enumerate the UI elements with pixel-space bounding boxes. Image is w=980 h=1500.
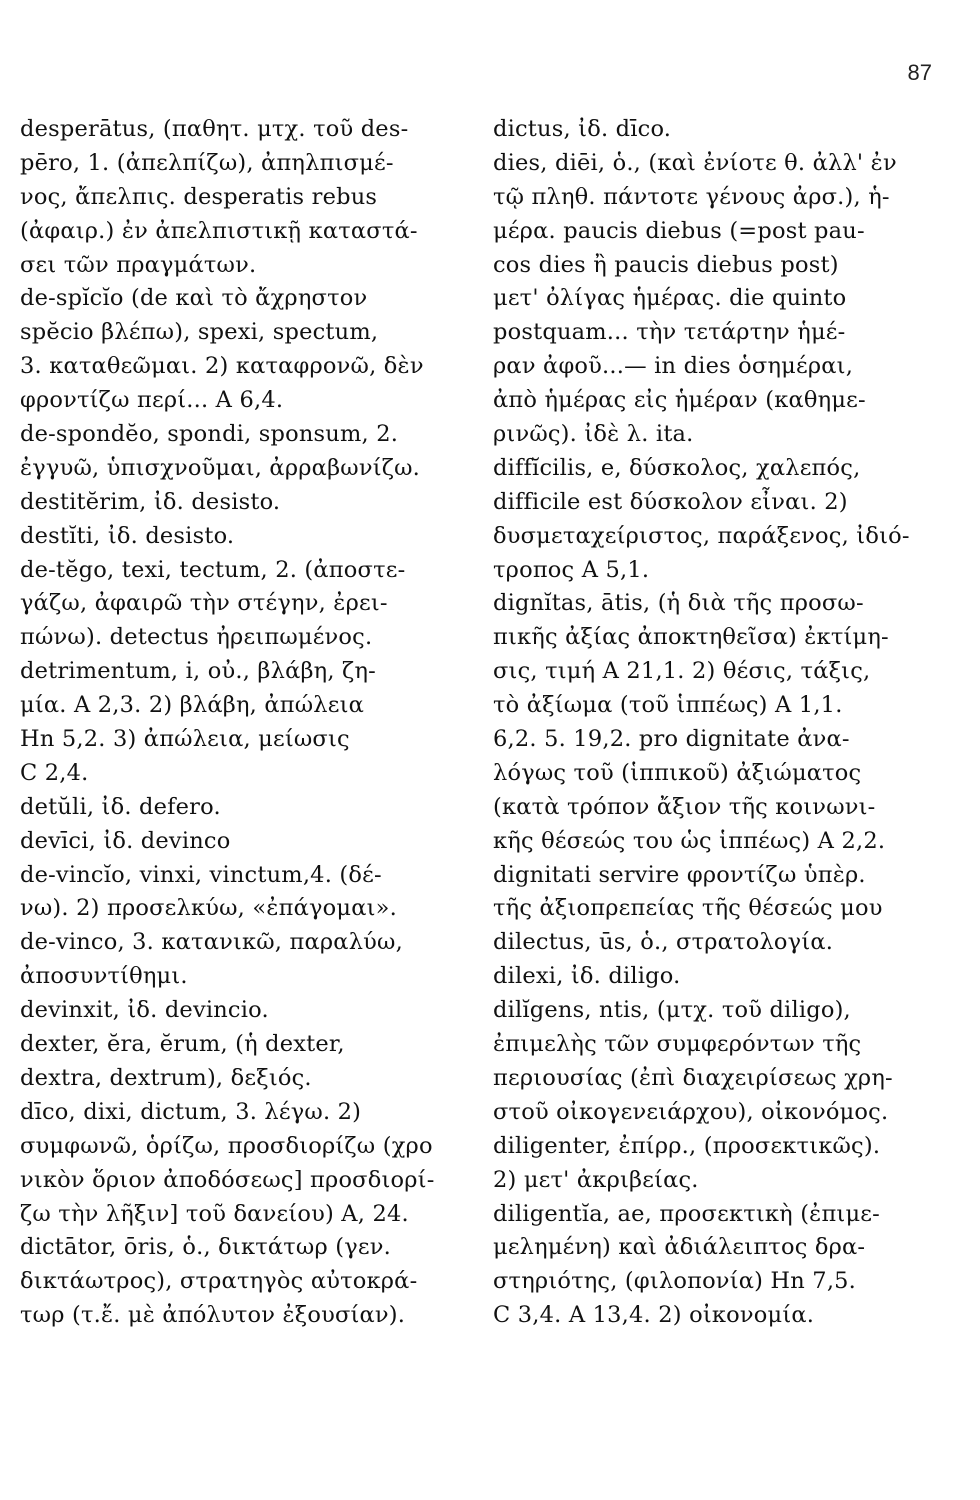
- entry-line: de-vinco, 3. κατανικῶ, παραλύω,: [20, 929, 403, 956]
- entry-line: μετ' ὀλίγας ἡμέρας. die quinto: [493, 285, 847, 312]
- left-column: [20, 113, 465, 1333]
- entry-line: τῷ πληθ. πάντοτε γένους ἀρσ.), ἡ-: [493, 183, 890, 210]
- entry-line: νικὸν ὅριον ἀποδόσεως] προσδιορί-: [20, 1166, 435, 1193]
- entry-line: detrimentum, i, οὐ., βλάβη, ζη-: [20, 658, 376, 685]
- entry-line: σις, τιμή A 21,1. 2) θέσις, τάξις,: [493, 658, 871, 685]
- entry-line: de-vincĭo, vinxi, vinctum,4. (δέ-: [20, 861, 382, 888]
- entry-line: destĭti, ἰδ. desisto.: [20, 522, 235, 549]
- entry-line: νω). 2) προσελκύω, «ἐπάγομαι».: [20, 895, 397, 922]
- entry-line: diligenter, ἐπίρρ., (προσεκτικῶς).: [493, 1132, 881, 1159]
- entry-line: φροντίζω περί... A 6,4.: [20, 387, 284, 414]
- entry-line: devinxit, ἰδ. devincio.: [20, 997, 269, 1024]
- entry-line: spĕcio βλέπω), spexi, spectum,: [20, 319, 379, 346]
- entry-line: dilexi, ἰδ. diligo.: [493, 963, 681, 990]
- entry-line: (ἀφαιρ.) ἐν ἀπελπιστικῇ καταστά-: [20, 217, 418, 244]
- entry-line: destitĕrim, ἰδ. desisto.: [20, 488, 281, 515]
- entry-line: πικῆς ἀξίας ἀποκτηθεῖσα) ἐκτίμη-: [493, 624, 889, 651]
- entry-line: περιουσίας (ἐπὶ διαχειρίσεως χρη-: [493, 1064, 893, 1091]
- entry-line: 2) μετ' ἀκριβείας.: [493, 1166, 699, 1193]
- entry-line: ραν ἀφοῦ...— in dies ὁσημέραι,: [493, 353, 854, 380]
- entry-line: dextra, dextrum), δεξιός.: [20, 1064, 312, 1091]
- entry-line: 6,2. 5. 19,2. pro dignitate ἀνα-: [493, 726, 850, 753]
- entry-line: dictus, ἰδ. dīco.: [493, 116, 672, 142]
- entry-line: πώνω). detectus ἠρειπωμένος.: [20, 624, 373, 651]
- entry-line: τῆς ἀξιοπρεπείας τῆς θέσεώς μου: [493, 895, 883, 922]
- entry-line: 3. καταθεῶμαι. 2) καταφρονῶ, δὲν: [20, 353, 424, 380]
- entry-line: dies, diēi, ὁ., (καὶ ἐνίοτε θ. ἀλλ' ἐν: [493, 149, 897, 176]
- entry-line: (κατὰ τρόπον ἄξιον τῆς κοινωνι-: [493, 793, 876, 820]
- entry-line: δικτάωτρος), στρατηγὸς αὐτοκρά-: [20, 1268, 418, 1295]
- page-number: 87: [907, 60, 932, 85]
- entry-line: τωρ (τ.ἔ. μὲ ἀπόλυτον ἐξουσίαν).: [20, 1302, 406, 1329]
- entry-line: diligentĭa, ae, προσεκτικὴ (ἐπιμε-: [493, 1200, 880, 1227]
- entry-line: δυσμεταχείριστος, παράξενος, ἰδιό-: [493, 522, 910, 549]
- entry-line: difficile est δύσκολον εἶναι. 2): [493, 488, 848, 515]
- entry-line: de-tĕgo, texi, tectum, 2. (ἀποστε-: [20, 556, 406, 583]
- entry-line: μελημένη) καὶ ἀδιάλειπτος δρα-: [493, 1234, 866, 1261]
- entry-line: devīci, ἰδ. devinco: [20, 827, 231, 854]
- entry-line: λόγως τοῦ (ἱππικοῦ) ἀξιώματος: [493, 759, 862, 786]
- entry-line: pēro, 1. (ἀπελπίζω), ἀπηλπισμέ-: [20, 149, 394, 176]
- entry-line: dexter, ĕra, ĕrum, (ἡ dexter,: [20, 1031, 345, 1058]
- entry-line: συμφωνῶ, ὁρίζω, προσδιορίζω (χρο: [20, 1132, 433, 1159]
- entry-line: τροπος A 5,1.: [493, 556, 650, 583]
- entry-line: dilectus, ūs, ὁ., στρατολογία.: [493, 929, 834, 956]
- entry-line: ρινῶς). ἰδὲ λ. ita.: [493, 421, 694, 448]
- entry-line: dīco, dixi, dictum, 3. λέγω. 2): [20, 1098, 362, 1125]
- entry-line: cos dies ἢ paucis diebus post): [493, 251, 839, 278]
- entry-line: de-spondĕo, spondi, sponsum, 2.: [20, 421, 399, 448]
- entry-line: Hn 5,2. 3) ἀπώλεια, μείωσις: [20, 726, 350, 753]
- entry-line: κῆς θέσεώς του ὡς ἱππέως) A 2,2.: [493, 827, 886, 854]
- entry-line: τὸ ἀξίωμα (τοῦ ἱππέως) A 1,1.: [493, 692, 843, 719]
- entry-line: diffĭcilis, e, δύσκολος, χαλεπός,: [493, 454, 861, 481]
- entry-line: ἐπιμελὴς τῶν συμφερόντων τῆς: [493, 1031, 862, 1058]
- entry-line: μέρα. paucis diebus (=post pau-: [493, 217, 865, 244]
- entry-line: de-spĭcĭo (de καὶ τὸ ἄχρηστον: [20, 285, 368, 312]
- entry-line: ἐγγυῶ, ὑπισχνοῦμαι, ἀρραβωνίζω.: [20, 454, 421, 481]
- entry-line: detŭli, ἰδ. defero.: [20, 793, 221, 820]
- entry-line: postquam... τὴν τετάρτην ἡμέ-: [493, 319, 846, 346]
- entry-line: dignĭtas, ātis, (ἡ διὰ τῆς προσω-: [493, 590, 864, 617]
- entry-line: στηριότης, (φιλοπονία) Hn 7,5.: [493, 1268, 857, 1295]
- entry-line: desperātus, (παθητ. μτχ. τοῦ des-: [20, 116, 409, 142]
- entry-line: C 2,4.: [20, 759, 89, 786]
- entry-line: ζω τὴν λῆξιν] τοῦ δανείου) A, 24.: [20, 1200, 409, 1227]
- entry-line: dignitati servire φροντίζω ὑπὲρ.: [493, 861, 866, 888]
- right-column: [493, 113, 963, 1333]
- entry-line: στοῦ οἰκογενειάρχου), οἰκονόμος.: [493, 1098, 889, 1125]
- entry-line: μία. A 2,3. 2) βλάβη, ἀπώλεια: [20, 692, 364, 719]
- entry-line: ἀποσυντίθημι.: [20, 963, 188, 990]
- entry-line: σει τῶν πραγμάτων.: [20, 251, 257, 278]
- entry-line: ἀπὸ ἡμέρας εἰς ἡμέραν (καθημε-: [493, 387, 866, 414]
- entry-line: νος, ἄπελπις. desperatis rebus: [20, 183, 378, 210]
- entry-line: γάζω, ἀφαιρῶ τὴν στέγην, ἐρει-: [20, 590, 388, 617]
- entry-line: C 3,4. A 13,4. 2) οἰκονομία.: [493, 1302, 815, 1329]
- entry-line: dictātor, ōris, ὁ., δικτάτωρ (γεν.: [20, 1234, 391, 1261]
- entry-line: dilĭgens, ntis, (μτχ. τοῦ diligo),: [493, 997, 851, 1024]
